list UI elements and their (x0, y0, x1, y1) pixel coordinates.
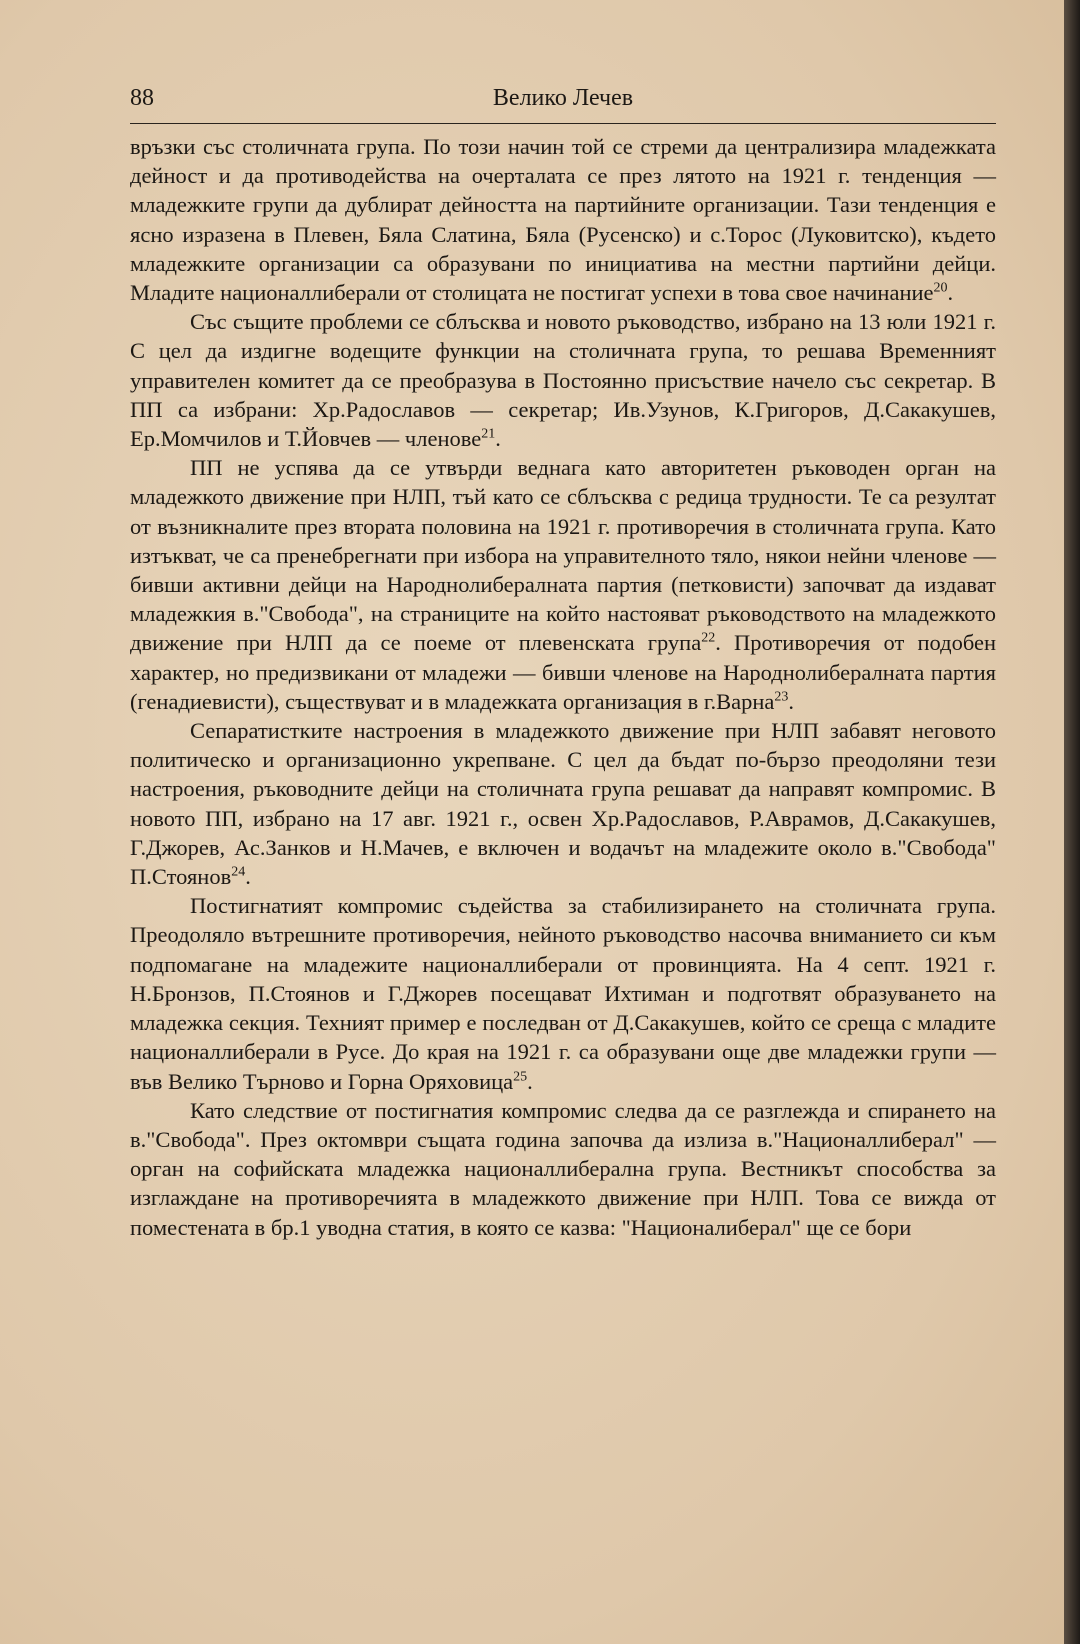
page-number: 88 (130, 85, 154, 111)
paragraph-text: Сепаратистките настроения в младежкото движение при НЛП забавят неговото политическо и организационно укрепване. С цел да бъдат по-бързо преодоляни тези настроения, ръководните дейци на столичната група решават да направят компромис. В новото ПП, избрано на 17 авг. 1921 г., освен Хр.Радославов, Р.Аврамов, Д.Сакакушев, Г.Джорев, Ас.Занков и Н.Мачев, е включен и водачът на младежите около в."Свобода" П.Стоянов (130, 718, 996, 890)
footnote-ref: 24 (231, 864, 246, 880)
book-edge (1064, 0, 1080, 1644)
paragraph-text: . (245, 864, 251, 890)
page-header (130, 85, 996, 119)
paragraph-text: . (527, 1068, 533, 1094)
paragraph (130, 891, 996, 1095)
paragraph-text: ПП не успява да се утвърди веднага като авторитетен ръководен орган на младежкото движение при НЛП, тъй като се сблъсква с редица трудности. Те са резултат от възникналите през втората половина на 1921 г. противоречия в столичната група. Като изтъкват, че са пренебрегнати при избора на управителното тяло, някои нейни членове — бивши активни дейци на Народнолибералната партия (петковисти) започват да издават младежкия в."Свобода", на страниците на който настояват ръководството на младежкото движение при НЛП да се поеме от плевенската група (130, 455, 996, 656)
paragraph-text: Със същите проблеми се сблъсква и новото ръководство, избрано на 13 юли 1921 г. С цел да издигне водещите функции на столичната група, то решава Временният управителен комитет да се преобразува в Постоянно присъствие начело със секретар. В ПП са избрани: Хр.Радославов — секретар; Ив.Узунов, К.Григоров, Д.Сакакушев, Ер.Момчилов и Т.Йовчев — членове (130, 309, 996, 452)
footnote-ref: 22 (701, 630, 716, 646)
paragraph (130, 1096, 996, 1242)
paragraph-text: . (788, 688, 795, 714)
footnote-ref: 20 (933, 280, 948, 296)
paragraph-text: . (495, 426, 501, 452)
footnote-ref: 23 (774, 689, 789, 705)
paragraph-text: . Противоречия от подобен характер, но предизвикани от младежи — бивши членове на Народнолибералната партия (генадиевисти), съществуват и в младежката организация в г.Варна (130, 630, 997, 714)
paragraph (130, 716, 996, 891)
paragraph (130, 453, 996, 716)
paragraph (130, 307, 996, 453)
footnote-ref: 25 (513, 1069, 528, 1084)
paragraph-text: Постигнатият компромис съдейства за стабилизирането на столичната група. Преодоляло вътрешните противоречия, нейното ръководство насочва вниманието си към подпомагане на младежите националлиберали от провинцията. На 4 септ. 1921 г. Н.Бронзов, П.Стоянов и Г.Джорев посещават Ихтиман и подготвят образуването на младежка секция. Техният пример е последван от Д.Сакакушев, който се среща с младите националлиберали в Русе. До края на 1921 г. са образувани още две младежки групи — във Велико Търново и Горна Оряховица (130, 893, 996, 1094)
paragraph-text: връзки със столичната група. По този начин той се стреми да централизира младежката дейност и да противодейства на очерталата се през лятото на 1921 г. тенденция — младежките групи да дублират дейността на партийните организации. Тази тенденция е ясно изразена в Плевен, Бяла Слатина, Бяла (Русенско) и с.Торос (Луковитско), където младежките организации са образувани по инициатива на местни партийни дейци. Младите националлиберали от столицата не постигат успехи в това свое начинание (130, 134, 996, 306)
body-text (130, 132, 996, 1242)
paragraph-text: Като следствие от постигнатия компромис следва да се разглежда и спирането на в."Свобода". През октомври същата година започва да излиза в."Националлиберал" — орган на софийската младежка националлиберална група. Вестникът способства за изглаждане на противоречията в младежкото движение при НЛП. Това се вижда от поместената в бр.1 уводна статия, в която се казва: "Националиберал" ще се бори (130, 1097, 996, 1240)
header-rule (130, 123, 996, 124)
running-title: Велико Лечев (492, 85, 634, 111)
footnote-ref: 21 (481, 426, 496, 442)
paragraph (130, 132, 996, 307)
paragraph-text: . (947, 280, 954, 306)
